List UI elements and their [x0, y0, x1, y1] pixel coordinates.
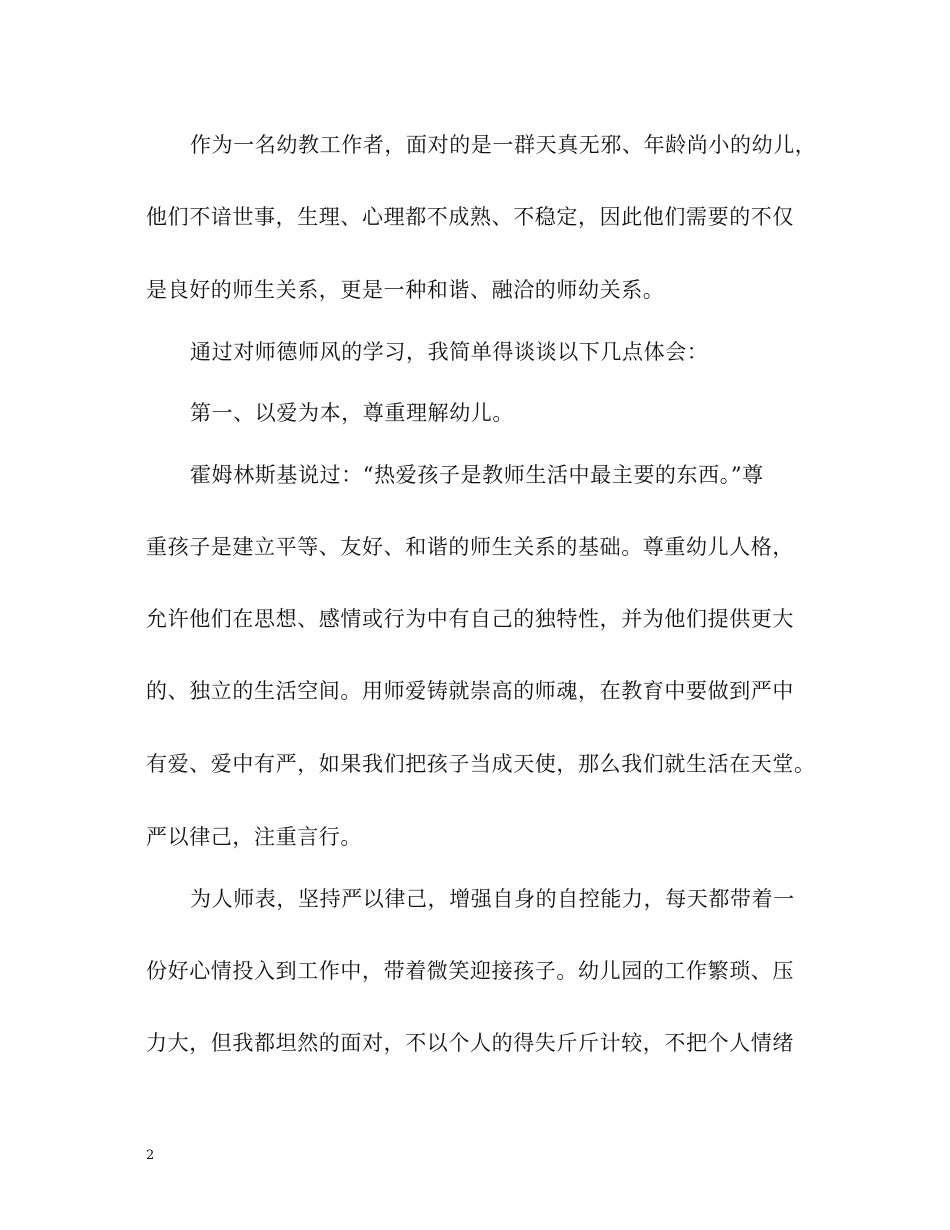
page-number: 2 — [146, 1148, 155, 1163]
text-line-1: 作为一名幼教工作者，面对的是一群天真无邪、年龄尚小的幼儿， — [190, 133, 817, 157]
text-line-10: 有爱、爱中有严，如果我们把孩子当成天使，那么我们就生活在天堂。 — [146, 752, 816, 776]
text-line-14: 力大，但我都坦然的面对，不以个人的得失斤斤计较，不把个人情绪 — [146, 1031, 794, 1055]
text-line-9: 的、独立的生活空间。用师爱铸就崇高的师魂，在教育中要做到严中 — [146, 679, 794, 703]
text-line-8: 允许他们在思想、感情或行为中有自己的独特性，并为他们提供更大 — [146, 607, 794, 631]
text-line-12: 为人师表，坚持严以律己，增强自身的自控能力，每天都带着一 — [190, 887, 795, 911]
text-line-11: 严以律己，注重言行。 — [146, 825, 362, 849]
text-line-2: 他们不谙世事，生理、心理都不成熟、不稳定，因此他们需要的不仅 — [146, 205, 794, 229]
text-line-13: 份好心情投入到工作中，带着微笑迎接孩子。幼儿园的工作繁琐、压 — [146, 959, 794, 983]
text-line-5: 第一、以爱为本，尊重理解幼儿。 — [190, 401, 514, 425]
text-line-7: 重孩子是建立平等、友好、和谐的师生关系的基础。尊重幼儿人格， — [146, 535, 794, 559]
text-line-6: 霍姆林斯基说过：“热爱孩子是教师生活中最主要的东西。”尊 — [190, 463, 764, 487]
text-line-4: 通过对师德师风的学习，我简单得谈谈以下几点体会： — [190, 340, 709, 364]
text-line-3: 是良好的师生关系，更是一种和谐、融洽的师幼关系。 — [146, 278, 665, 302]
